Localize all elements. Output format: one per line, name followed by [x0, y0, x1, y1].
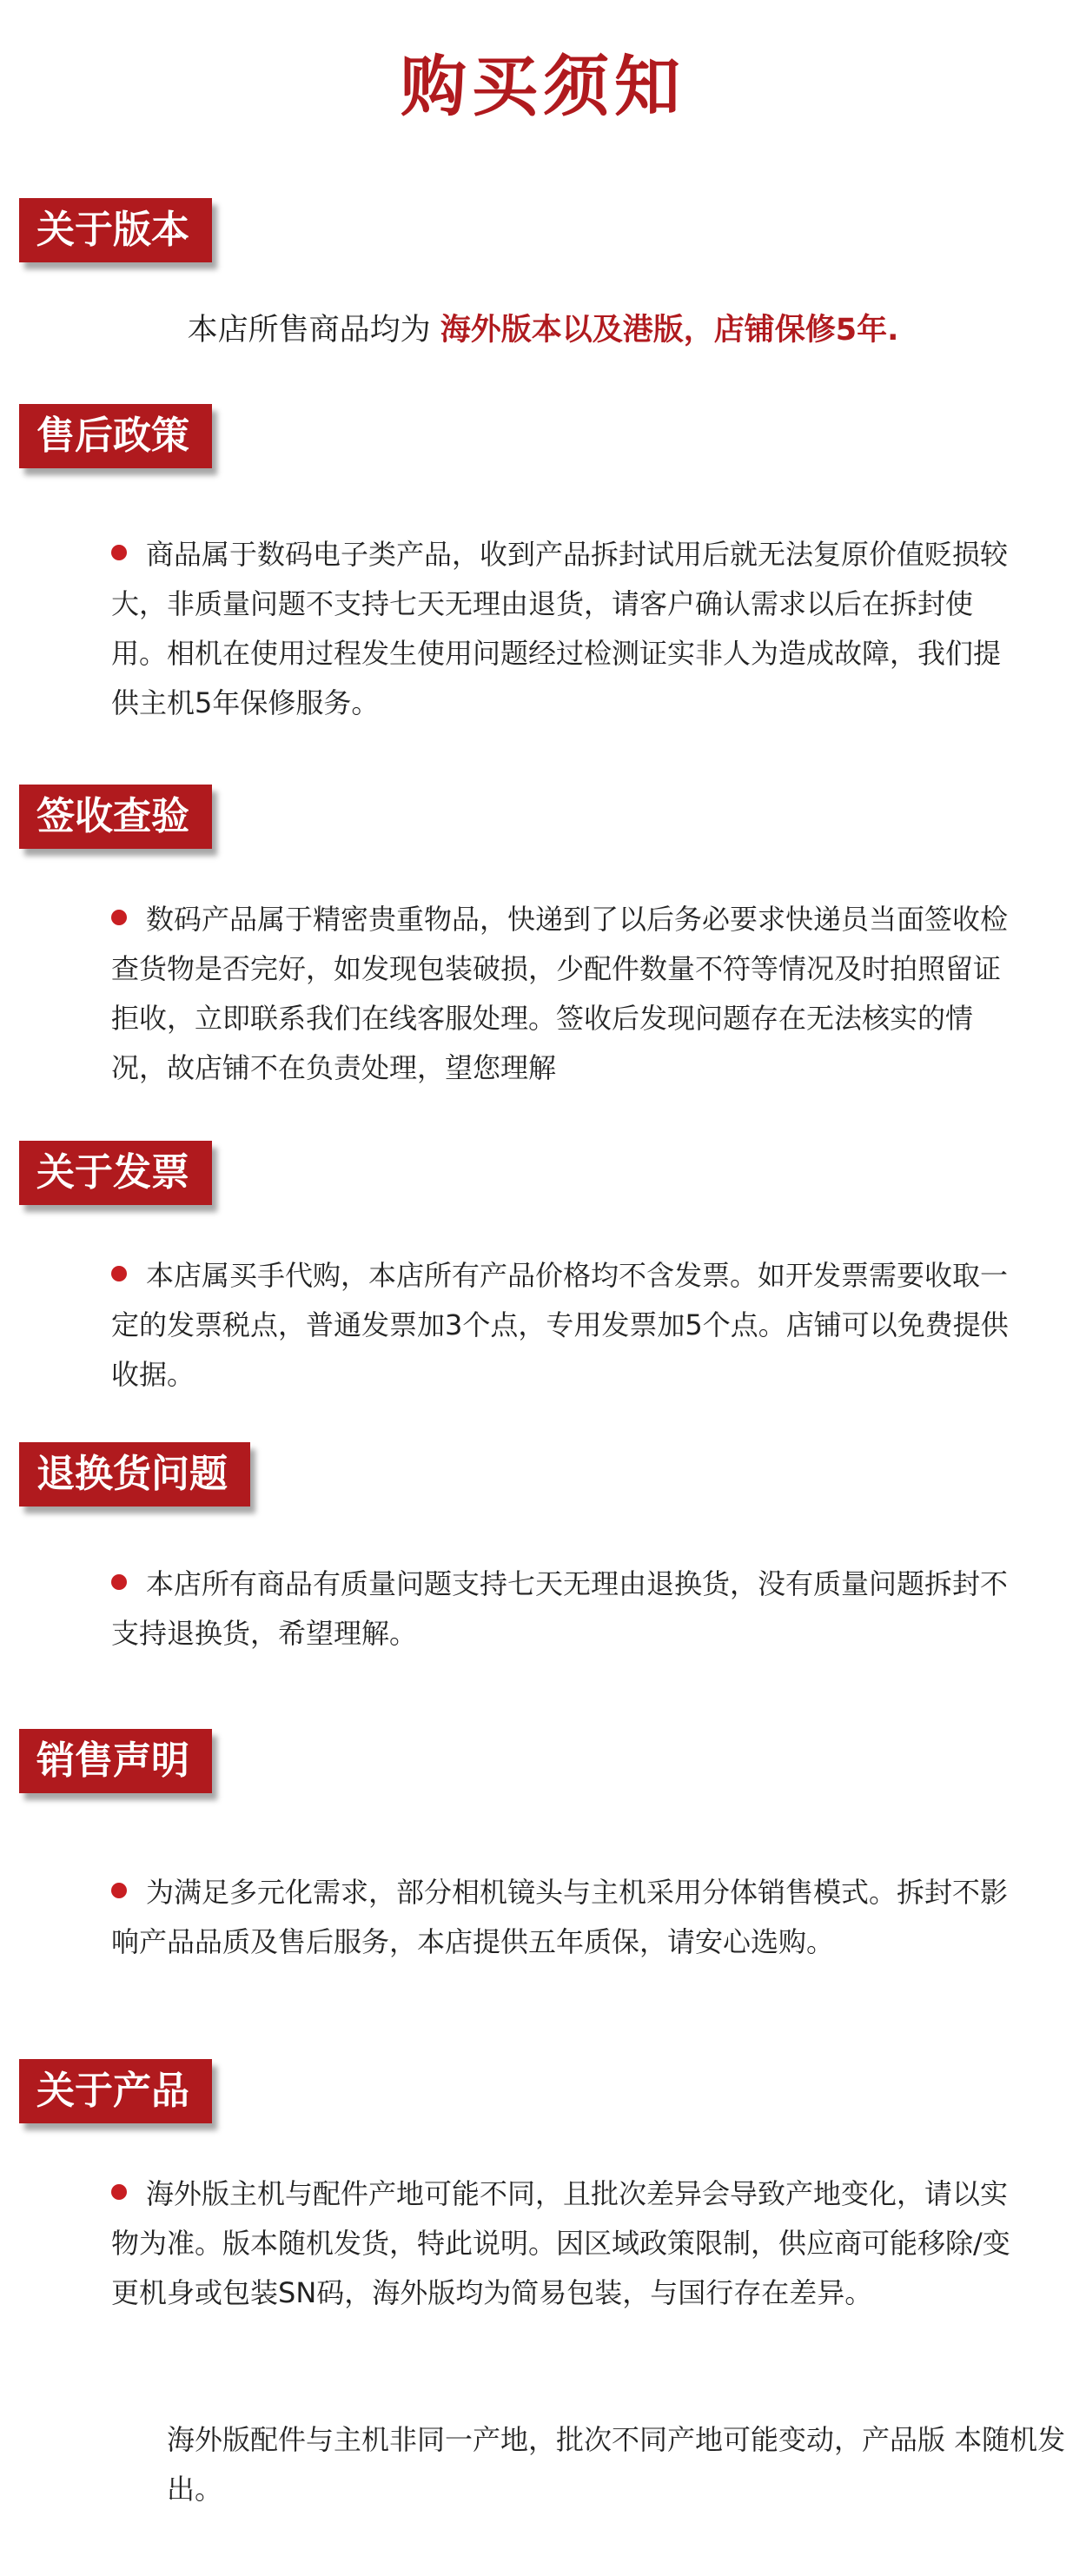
invoice-paragraph [111, 1251, 1023, 1400]
returns-text: 本店所有商品有质量问题支持七天无理由退换货，没有质量问题拆封不支持退换货，希望理解。 [111, 1567, 1009, 1650]
delivery-check-paragraph [111, 895, 1023, 1093]
sales-statement-paragraph [111, 1868, 1023, 1967]
bullet-icon [111, 545, 127, 560]
bullet-icon [111, 2184, 127, 2200]
invoice-text: 本店属买手代购，本店所有产品价格均不含发票。如开发票需要收取一定的发票税点，普通发票加3个点，专用发票加5个点。店铺可以免费提供收据。 [111, 1259, 1009, 1391]
version-statement [0, 308, 1086, 352]
bullet-icon [111, 1266, 127, 1281]
page-title: 购买须知 [401, 48, 685, 125]
section-tag-returns: 退换货问题 [19, 1442, 250, 1507]
section-tag-delivery-check: 签收查验 [19, 785, 212, 849]
section-tag-after-sales: 售后政策 [19, 404, 212, 468]
section-tag-product: 关于产品 [19, 2059, 212, 2123]
bullet-icon [111, 910, 127, 925]
section-tag-sales-statement: 销售声明 [19, 1729, 212, 1793]
section-tag-version: 关于版本 [19, 198, 212, 262]
sales-statement-text: 为满足多元化需求，部分相机镜头与主机采用分体销售模式。拆封不影响产品品质及售后服务，本店提供五年质保，请安心选购。 [111, 1876, 1009, 1958]
after-sales-paragraph [111, 530, 1023, 728]
section-tag-invoice: 关于发票 [19, 1141, 212, 1205]
returns-paragraph [111, 1560, 1023, 1659]
bullet-icon [111, 1574, 127, 1590]
product-text: 海外版主机与配件产地可能不同，且批次差异会导致产地变化，请以实物为准。版本随机发货，特此说明。因区域政策限制，供应商可能移除/变更机身或包装SN码，海外版均为简易包装，与国行存在差异。 [111, 2177, 1010, 2309]
bullet-icon [111, 1883, 127, 1898]
product-paragraph-2: 海外版配件与主机非同一产地，批次不同产地可能变动，产品版 本随机发出。 [167, 2423, 1066, 2506]
version-statement-prefix: 本店所售商品均为 [187, 313, 440, 348]
product-paragraph [111, 2169, 1023, 2318]
after-sales-text: 商品属于数码电子类产品，收到产品拆封试用后就无法复原价值贬损较大，非质量问题不支持七天无理由退货，请客户确认需求以后在拆封使用。相机在使用过程发生使用问题经过检测证实非人为造成故障，我们提供主机5年保修服务。 [111, 538, 1009, 719]
delivery-check-text: 数码产品属于精密贵重物品，快递到了以后务必要求快递员当面签收检查货物是否完好，如发现包装破损，少配件数量不符等情况及时拍照留证拒收，立即联系我们在线客服处理。签收后发现问题存在无法核实的情况，故店铺不在负责处理，望您理解 [111, 903, 1009, 1084]
version-statement-highlight: 海外版本以及港版，店铺保修5年. [440, 313, 899, 348]
